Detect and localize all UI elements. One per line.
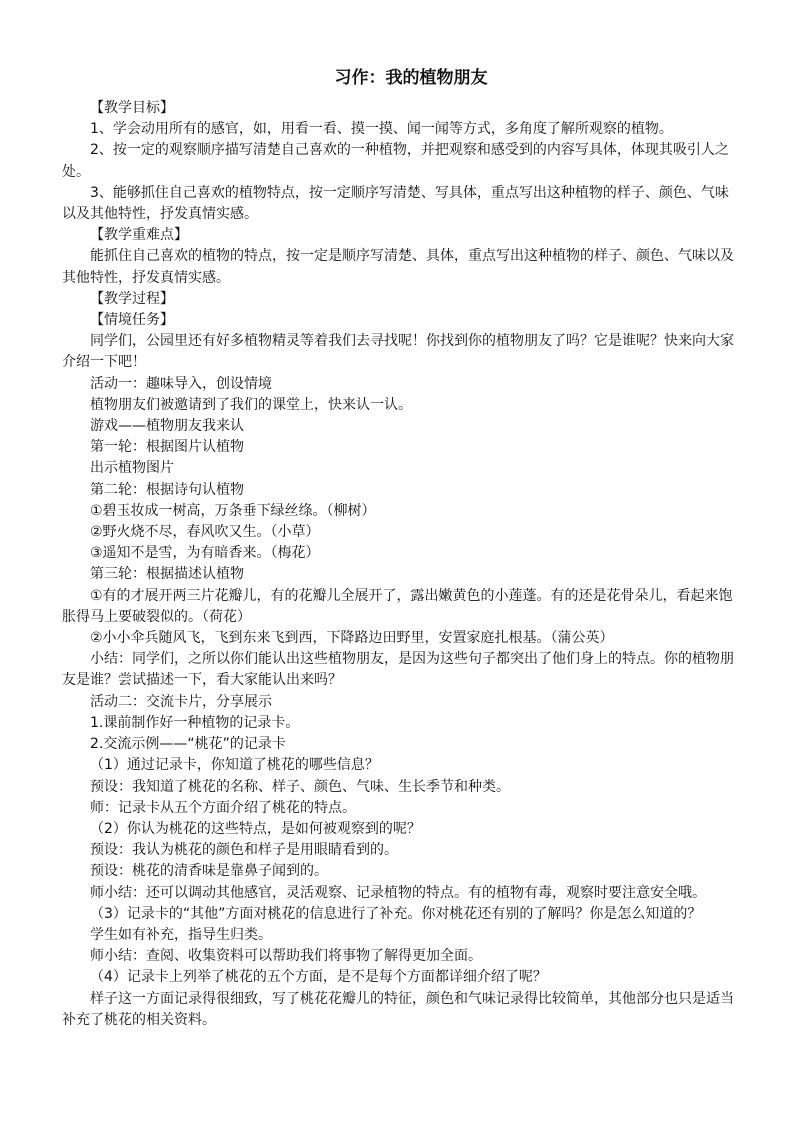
paragraph: 植物朋友们被邀请到了我们的课堂上，快来认一认。 <box>90 396 412 413</box>
paragraph: 活动二：交流卡片，分享展示 <box>90 693 272 710</box>
paragraph: 同学们，公园里还有好多植物精灵等着我们去寻找呢！你找到你的植物朋友了吗？它是谁呢？快来向大家介绍一下吧！ <box>62 333 734 371</box>
paragraph: ②野火烧不尽，春风吹又生。（小草） <box>90 524 320 541</box>
paragraph: 3、能够抓住自己喜欢的植物特点，按一定顺序写清楚、写具体，重点写出这种植物的样子、颜色、气味以及其他特性，抒发真情实感。 <box>62 184 729 223</box>
paragraph: ①有的才展开两三片花瓣儿，有的花瓣儿全展开了，露出嫩黄色的小莲蓬。有的还是花骨朵儿，看起来饱胀得马上要破裂似的。（荷花） <box>62 587 733 625</box>
paragraph: 1.课前制作好一种植物的记录卡。 <box>90 714 300 731</box>
paragraph: （1）通过记录卡，你知道了桃花的哪些信息？ <box>90 757 379 774</box>
paragraph: 学生如有补充，指导生归类。 <box>90 926 272 943</box>
paragraph: 游戏——植物朋友我来认 <box>90 418 244 435</box>
paragraph: 第一轮：根据图片认植物 <box>90 439 244 456</box>
paragraph: ③遥知不是雪，为有暗香来。（梅花） <box>90 545 320 562</box>
paragraph: ①碧玉妆成一树高，万条垂下绿丝绦。（柳树） <box>90 502 376 519</box>
paragraph: 预设：桃花的清香味是靠鼻子闻到的。 <box>90 863 328 880</box>
paragraph: 师：记录卡从五个方面介绍了桃花的特点。 <box>90 799 356 816</box>
paragraph: 【教学目标】 <box>90 100 174 116</box>
paragraph: 2.交流示例——“桃花”的记录卡 <box>90 736 286 753</box>
document-title: 习作：我的植物朋友 <box>334 68 488 88</box>
paragraph: （2）你认为桃花的这些特点，是如何被观察到的呢？ <box>90 820 421 837</box>
paragraph: 第三轮：根据描述认植物 <box>90 566 244 583</box>
paragraph: 小结：同学们，之所以你们能认出这些植物朋友，是因为这些句子都突出了他们身上的特点。你的植物朋友是谁？尝试描述一下，看大家能认出来吗？ <box>62 651 734 689</box>
paragraph: ②小小伞兵随风飞，飞到东来飞到西，下降路边田野里，安置家庭扎根基。（蒲公英） <box>90 630 614 647</box>
paragraph: 【教学过程】 <box>90 290 174 307</box>
paragraph: 师小结：还可以调动其他感官，灵活观察、记录植物的特点。有的植物有毒，观察时要注意安全哦。 <box>90 884 706 901</box>
document-body <box>62 98 736 1031</box>
paragraph: 【教学重难点】 <box>90 227 188 244</box>
paragraph: 1、学会动用所有的感官，如，用看一看、摸一摸、闻一闻等方式，多角度了解所观察的植物。 <box>90 121 673 138</box>
paragraph: 活动一：趣味导入，创设情境 <box>90 375 272 392</box>
paragraph: 【情境任务】 <box>90 312 174 329</box>
paragraph: 预设：我认为桃花的颜色和样子是用眼睛看到的。 <box>90 842 398 859</box>
paragraph: 出示植物图片 <box>90 460 174 477</box>
paragraph: 样子这一方面记录得很细致，写了桃花花瓣儿的特征，颜色和气味记录得比较简单，其他部分也只是适当补充了桃花的相关资料。 <box>62 990 734 1028</box>
paragraph: 能抓住自己喜欢的植物的特点，按一定是顺序写清楚、具体，重点写出这种植物的样子、颜色、气味以及其他特性，抒发真情实感。 <box>62 248 734 286</box>
paragraph: （4）记录卡上列举了桃花的五个方面，是不是每个方面都详细介绍了呢？ <box>90 969 547 986</box>
paragraph: 2、按一定的观察顺序描写清楚自己喜欢的一种植物，并把观察和感受到的内容写具体，体现其吸引人之处。 <box>62 142 729 180</box>
paragraph: （3）记录卡的“其他”方面对桃花的信息进行了补充。你对桃花还有别的了解吗？你是怎么知道的？ <box>90 905 702 922</box>
paragraph: 师小结：查阅、收集资料可以帮助我们将事物了解得更加全面。 <box>90 948 482 965</box>
paragraph: 第二轮：根据诗句认植物 <box>90 481 244 498</box>
paragraph: 预设：我知道了桃花的名称、样子、颜色、气味、生长季节和种类。 <box>90 778 510 795</box>
